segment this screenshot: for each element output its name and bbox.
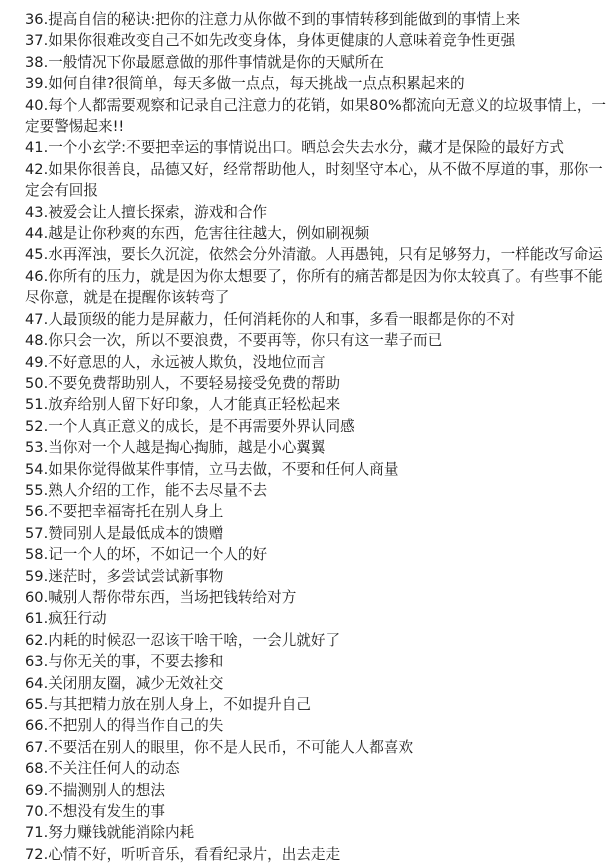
tip-item: 47.人最顶级的能力是屏蔽力，任何消耗你的人和事，多看一眼都是你的不对 <box>25 310 516 328</box>
tip-item: 44.越是让你秒爽的东西，危害往往越大，例如刷视频 <box>25 225 370 243</box>
tip-item: 59.迷茫时，多尝试尝试新事物 <box>25 567 224 585</box>
tip-item: 50.不要免费帮助别人，不要轻易接受免费的帮助 <box>25 374 341 392</box>
tips-document <box>25 9 607 865</box>
tip-item: 62.内耗的时候忍一忍该干啥干啥，一会儿就好了 <box>25 631 341 649</box>
tip-item: 54.如果你觉得做某件事情，立马去做，不要和任何人商量 <box>25 460 399 478</box>
tip-item: 70.不想没有发生的事 <box>25 803 165 821</box>
tip-item: 45.水再浑浊，要长久沉淀，依然会分外清澈。人再愚钝，只有足够努力，一样能改写命运 <box>25 246 603 264</box>
tip-item: 38.一般情况下你最愿意做的那件事情就是你的天赋所在 <box>25 53 384 71</box>
tip-item: 43.被爱会让人擅长探索，游戏和合作 <box>25 203 268 221</box>
tip-item: 64.关闭朋友圈，减少无效社交 <box>25 674 224 692</box>
tip-item: 40.每个人都需要观察和记录自己注意力的花销，如果80%都流向无意义的垃圾事情上，一定要警惕起来!! <box>25 96 607 136</box>
tip-item: 66.不把别人的得当作自己的失 <box>25 717 224 735</box>
tip-item: 42.如果你很善良，品德又好，经常帮助他人，时刻坚守本心，从不做不厚道的事，那你一定会有回报 <box>25 160 603 200</box>
tip-item: 56.不要把幸福寄托在别人身上 <box>25 503 224 521</box>
tip-item: 41.一个小玄学:不要把幸运的事情说出口。晒总会失去水分，藏才是保险的最好方式 <box>25 139 564 157</box>
tip-item: 37.如果你很难改变自己不如先改变身体，身体更健康的人意味着竞争性更强 <box>25 32 516 50</box>
tip-item: 63.与你无关的事，不要去掺和 <box>25 653 224 671</box>
tip-item: 48.你只会一次，所以不要浪费，不要再等，你只有这一辈子而已 <box>25 332 443 350</box>
tip-item: 68.不关注任何人的动态 <box>25 760 180 778</box>
tip-item: 72.心情不好，听听音乐，看看纪录片，出去走走 <box>25 845 341 863</box>
tip-item: 51.放弃给别人留下好印象，人才能真正轻松起来 <box>25 396 341 414</box>
tip-item: 53.当你对一个人越是掏心掏肺，越是小心翼翼 <box>25 439 326 457</box>
tip-item: 67.不要活在别人的眼里，你不是人民币，不可能人人都喜欢 <box>25 738 414 756</box>
tip-item: 71.努力赚钱就能消除内耗 <box>25 824 195 842</box>
tip-item: 36.提高自信的秘诀:把你的注意力从你做不到的事情转移到能做到的事情上来 <box>25 11 521 28</box>
tip-item: 69.不揣测别人的想法 <box>25 781 165 799</box>
tip-item: 55.熟人介绍的工作，能不去尽量不去 <box>25 481 268 499</box>
tip-item: 61.疯狂行动 <box>25 610 107 628</box>
tip-item: 39.如何自律?很简单，每天多做一点点，每天挑战一点点积累起来的 <box>25 75 465 93</box>
tip-item: 52.一个人真正意义的成长，是不再需要外界认同感 <box>25 417 355 435</box>
tip-item: 65.与其把精力放在别人身上，不如提升自己 <box>25 696 311 713</box>
tip-item: 58.记一个人的坏，不如记一个人的好 <box>25 546 268 564</box>
tip-item: 49.不好意思的人，永远被人欺负，没地位而言 <box>25 353 326 371</box>
tip-item: 60.喊别人帮你带东西，当场把钱转给对方 <box>25 588 297 606</box>
tip-item: 46.你所有的压力，就是因为你太想要了，你所有的痛苦都是因为你太较真了。有些事不能尽你意，就是在提醒你该转弯了 <box>25 267 603 307</box>
tip-item: 57.赞同别人是最低成本的馈赠 <box>25 524 224 542</box>
